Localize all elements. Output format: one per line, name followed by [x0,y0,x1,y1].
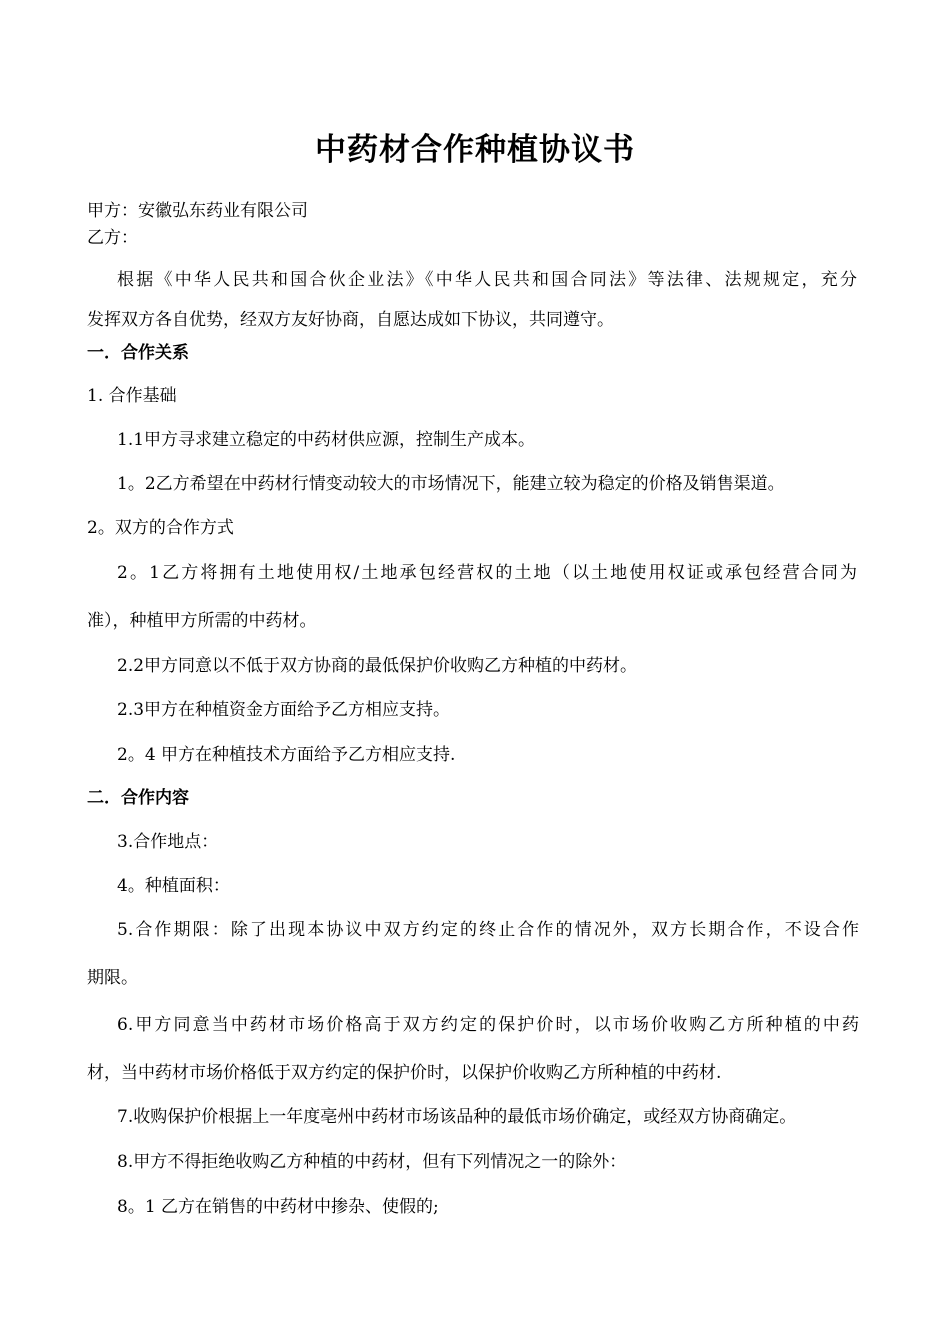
item-2-1-line-2: 准），种植甲方所需的中药材。 [87,611,317,631]
party-b: 乙方： [87,228,138,248]
document-title: 中药材合作种植协议书 [315,132,635,168]
item-8-1: 8。1 乙方在销售的中药材中掺杂、使假的; [117,1197,439,1217]
party-a: 甲方：安徽弘东药业有限公司 [87,201,308,221]
item-5-line-1: 5.合作期限：除了出现本协议中双方约定的终止合作的情况外，双方长期合作，不设合作 [117,920,859,940]
item-5-line-2: 期限。 [87,968,138,988]
item-3: 3.合作地点： [117,832,219,852]
item-4: 4。种植面积： [117,876,230,896]
item-2-1-line-1: 2。1乙方将拥有土地使用权/土地承包经营权的土地（以土地使用权证或承包经营合同为 [117,563,857,583]
section-2-heading: 二．合作内容 [87,788,189,808]
item-2-title: 2。双方的合作方式 [87,518,234,538]
item-6-line-1: 6.甲方同意当中药材市场价格高于双方约定的保护价时，以市场价收购乙方所种植的中药 [117,1015,859,1035]
item-2-4: 2。4 甲方在种植技术方面给予乙方相应支持. [117,745,456,765]
item-8: 8.甲方不得拒绝收购乙方种植的中药材，但有下列情况之一的除外： [117,1152,627,1172]
item-7: 7.收购保护价根据上一年度亳州中药材市场该品种的最低市场价确定，或经双方协商确定。 [117,1107,797,1127]
item-1-1: 1.1甲方寻求建立稳定的中药材供应源，控制生产成本。 [117,430,536,450]
preamble-line-2: 发挥双方各自优势，经双方友好协商，自愿达成如下协议，共同遵守。 [87,310,614,330]
item-6-line-2: 材，当中药材市场价格低于双方约定的保护价时，以保护价收购乙方所种植的中药材. [87,1063,722,1083]
item-1-2: 1。2乙方希望在中药材行情变动较大的市场情况下，能建立较为稳定的价格及销售渠道。 [117,474,785,494]
item-1-title: 1. 合作基础 [87,386,177,406]
preamble-line-1: 根据《中华人民共和国合伙企业法》《中华人民共和国合同法》等法律、法规规定，充分 [117,270,857,290]
item-2-2: 2.2甲方同意以不低于双方协商的最低保护价收购乙方种植的中药材。 [117,656,638,676]
section-1-heading: 一．合作关系 [87,343,189,363]
item-2-3: 2.3甲方在种植资金方面给予乙方相应支持。 [117,700,451,720]
